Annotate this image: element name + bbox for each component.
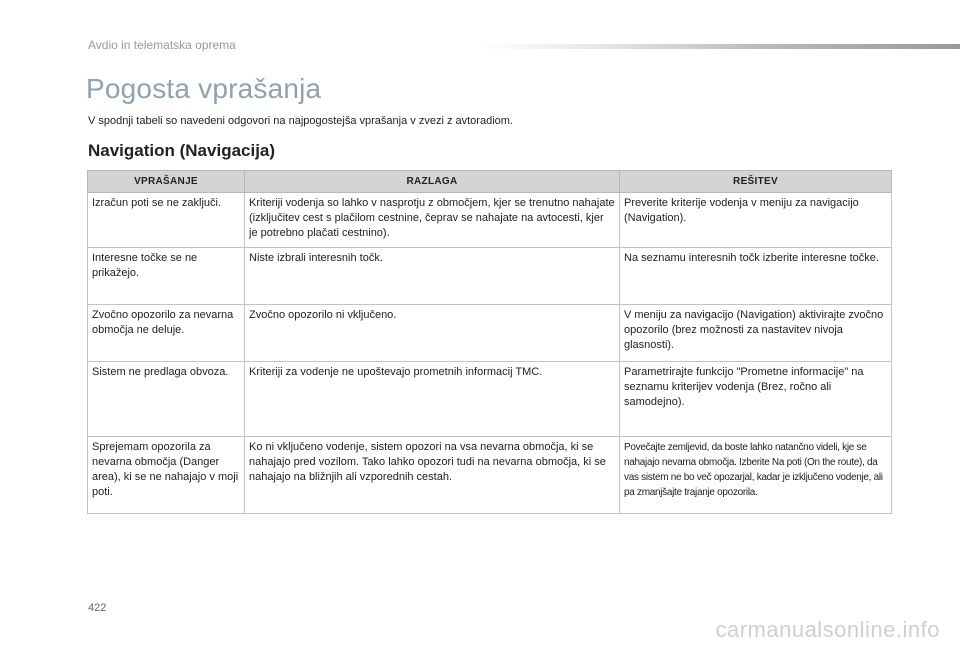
column-header-question: VPRAŠANJE xyxy=(88,171,245,193)
solution-cell: V meniju za navigacijo (Navigation) aktivirajte zvočno opozorilo (brez možnosti za nastavitev nivoja glasnosti). xyxy=(620,305,892,362)
page-title: Pogosta vprašanja xyxy=(86,73,322,104)
question-cell: Sistem ne predlaga obvoza. xyxy=(88,362,245,437)
explanation-cell: Kriteriji vodenja so lahko v nasprotju z območjem, kjer se trenutno nahajate (izključitev cest s plačilom cestnine, čeprav se nahajate na avtocesti, kjer je potrebno plačati cestnino). xyxy=(245,193,620,248)
table-row xyxy=(88,305,892,362)
column-header-solution: REŠITEV xyxy=(620,171,892,193)
table-row xyxy=(88,437,892,514)
intro-text: V spodnji tabeli so navedeni odgovori na najpogostejša vprašanja v zvezi z avtoradiom. xyxy=(88,115,513,127)
faq-table xyxy=(87,170,892,514)
solution-cell: Na seznamu interesnih točk izberite interesne točke. xyxy=(620,248,892,305)
section-title: Navigation (Navigacija) xyxy=(88,141,276,160)
section-header-label: Avdio in telematska oprema xyxy=(88,38,236,52)
explanation-cell: Niste izbrali interesnih točk. xyxy=(245,248,620,305)
question-cell: Zvočno opozorilo za nevarna območja ne deluje. xyxy=(88,305,245,362)
table-row xyxy=(88,362,892,437)
table-row xyxy=(88,193,892,248)
question-cell: Sprejemam opozorila za nevarna območja (Danger area), ki se ne nahajajo v moji poti. xyxy=(88,437,245,514)
solution-cell: Preverite kriterije vodenja v meniju za navigacijo (Navigation). xyxy=(620,193,892,248)
question-cell: Interesne točke se ne prikažejo. xyxy=(88,248,245,305)
solution-cell: Parametrirajte funkcijo "Prometne informacije" na seznamu kriterijev vodenja (Brez, ročno ali samodejno). xyxy=(620,362,892,437)
explanation-cell: Ko ni vključeno vodenje, sistem opozori na vsa nevarna območja, ki se nahajajo pred vozilom. Tako lahko opozori tudi na nevarna območja, ki se nahajajo na bližnjih ali vzporednih cestah. xyxy=(245,437,620,514)
watermark: carmanualsonline.info xyxy=(715,617,940,642)
header-divider-bar xyxy=(480,44,960,49)
table-header-row xyxy=(88,171,892,193)
question-cell: Izračun poti se ne zaključi. xyxy=(88,193,245,248)
column-header-explanation: RAZLAGA xyxy=(245,171,620,193)
page-number: 422 xyxy=(88,602,107,614)
explanation-cell: Zvočno opozorilo ni vključeno. xyxy=(245,305,620,362)
solution-cell: Povečajte zemljevid, da boste lahko natančno videli, kje se nahajajo nevarna območja. Izberite Na poti (On the route), da vas sistem ne bo več opozarjal, kadar je izključeno vodenje, ali pa zmanjšajte trajanje opozorila. xyxy=(620,437,892,514)
explanation-cell: Kriteriji za vodenje ne upoštevajo prometnih informacij TMC. xyxy=(245,362,620,437)
table-row xyxy=(88,248,892,305)
